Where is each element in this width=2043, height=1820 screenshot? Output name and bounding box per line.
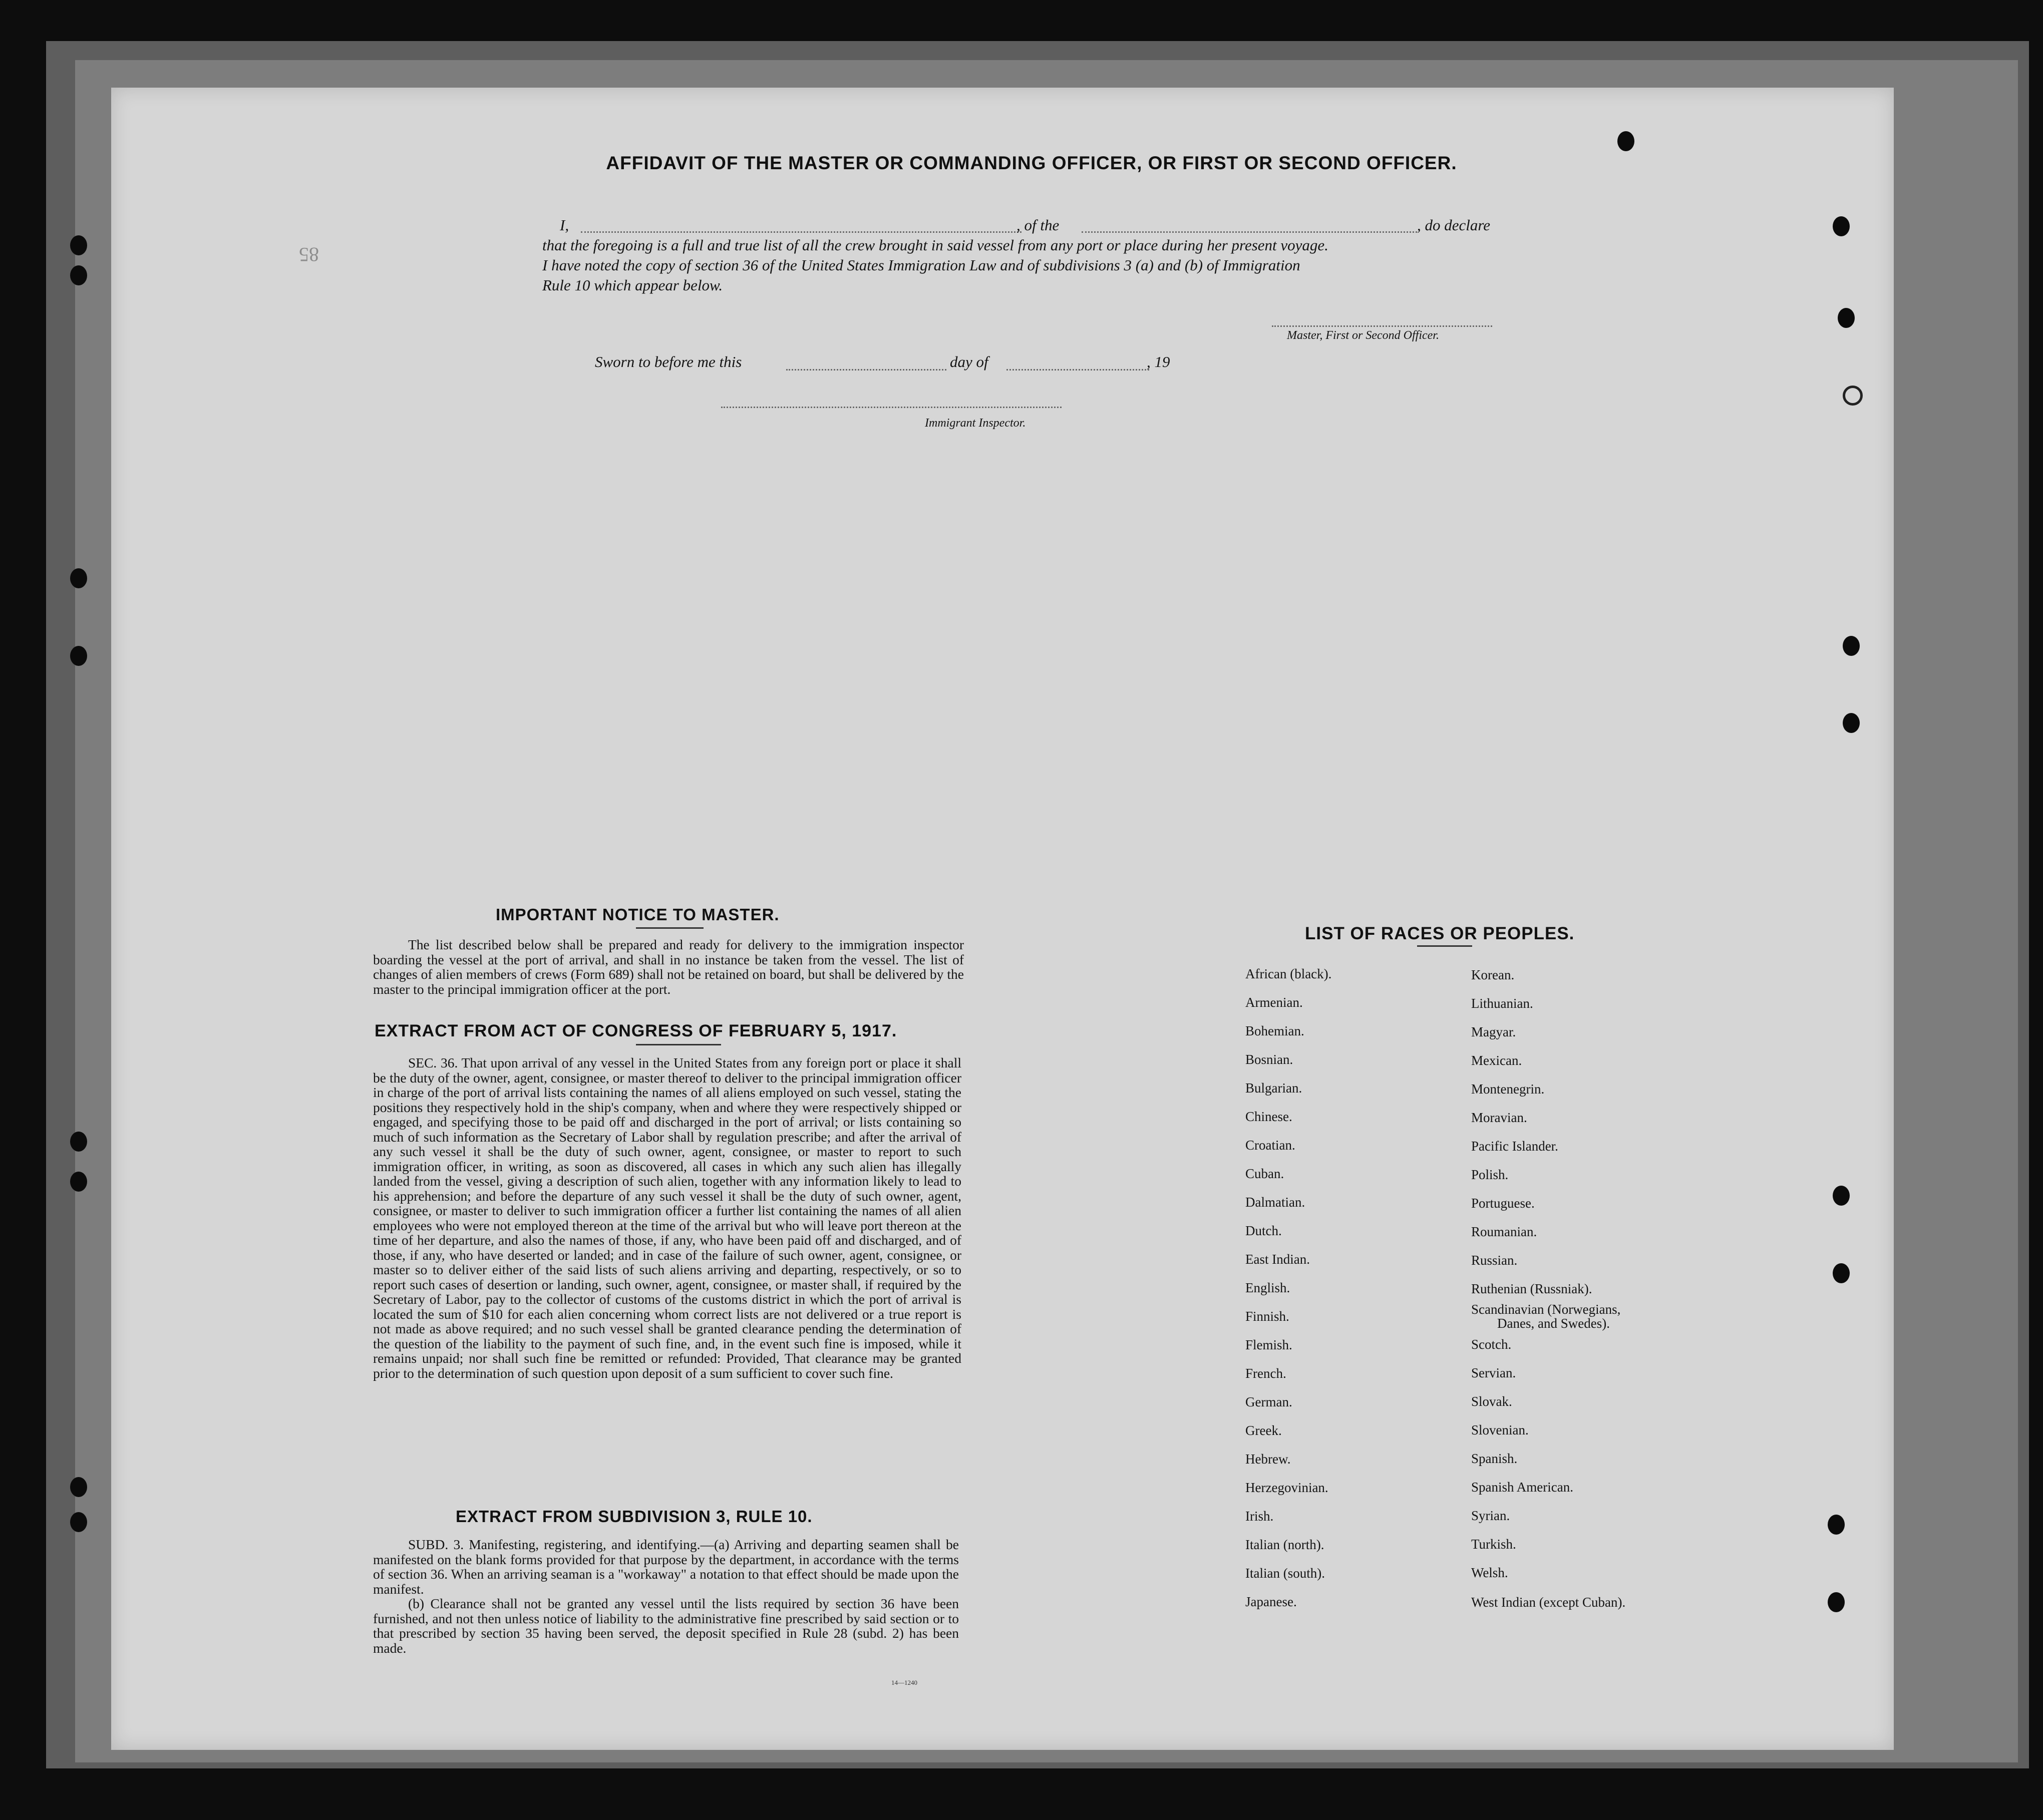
races-title-rule [1417,945,1472,947]
race-item: Magyar. [1471,1024,1516,1039]
race-item: Dutch. [1245,1223,1282,1238]
race-item: Armenian. [1245,995,1303,1010]
inspector-signature-line [721,407,1062,408]
document-sheet [111,88,1894,1750]
binder-hole-icon [1843,636,1860,656]
binder-hole-icon [1828,1515,1845,1535]
race-item: Slovak. [1471,1394,1512,1409]
race-item: Servian. [1471,1365,1516,1380]
rule-extract-body-b: (b) Clearance shall not be granted any vessel until the lists required by section 36 have been furnished, and not then unless notice of liability to the administrative fine prescribed by said section or to that prescribed by section 35 having been served, the deposit specified in Rule 28 (subd. 2) has been made. [373,1596,959,1656]
race-item: Montenegrin. [1471,1081,1545,1097]
race-item: Hebrew. [1245,1451,1291,1467]
year-text: , 19 [1147,353,1170,371]
day-of-text: day of [950,353,988,371]
race-item: Scandinavian (Norwegians, [1471,1302,1621,1317]
race-item: Danes, and Swedes). [1497,1316,1610,1331]
vessel-blank [1082,231,1417,233]
act-extract-title-rule [636,1044,721,1045]
affidavit-line-i: I, [560,216,569,234]
sworn-day-blank [786,369,946,371]
race-item: Finnish. [1245,1309,1289,1324]
race-item: Roumanian. [1471,1224,1537,1239]
binder-hole-icon [1828,1592,1845,1612]
binder-hole-icon [1843,713,1860,733]
race-item: Scotch. [1471,1337,1512,1352]
binder-hole-icon [1833,1263,1850,1283]
affidavit-title: AFFIDAVIT OF THE MASTER OR COMMANDING OFFICER, OR FIRST OR SECOND OFFICER. [606,153,1457,173]
race-item: African (black). [1245,966,1332,981]
rule-extract-body-a: SUBD. 3. Manifesting, registering, and identifying.—(a) Arriving and departing seamen shall be manifested on the blank forms provided for that purpose by the department, in accordance with the terms of section 36. When an arriving seaman is a "workaway" a notation to that effect should be made upon the manifest. [373,1537,959,1597]
race-item: Greek. [1245,1423,1282,1438]
race-item: Polish. [1471,1167,1509,1182]
binder-hole-icon [70,265,87,285]
race-item: Korean. [1471,967,1515,982]
binder-hole-icon [70,1512,87,1532]
race-item: Irish. [1245,1509,1274,1524]
binder-hole-icon [70,1172,87,1192]
race-item: West Indian (except Cuban). [1471,1595,1626,1610]
affidavit-line-2: that the foregoing is a full and true list of all the crew brought in said vessel from any port or place during her present voyage. [542,236,1328,254]
race-item: Slovenian. [1471,1422,1529,1437]
form-number: 14—1240 [891,1679,917,1686]
race-item: Flemish. [1245,1337,1292,1352]
race-item: Spanish American. [1471,1480,1573,1495]
act-extract-title: EXTRACT FROM ACT OF CONGRESS OF FEBRUARY 5, 1917. [375,1021,897,1040]
binder-hole-icon [1833,216,1850,236]
race-item: Herzegovinian. [1245,1480,1328,1495]
page-number: 85 [299,243,319,266]
race-item: French. [1245,1366,1286,1381]
inspector-signature-label: Immigrant Inspector. [925,417,1026,430]
rule-extract-title: EXTRACT FROM SUBDIVISION 3, RULE 10. [456,1507,813,1526]
binder-hole-icon [1843,386,1863,406]
race-item: Chinese. [1245,1109,1292,1124]
binder-hole-icon [70,235,87,255]
binder-hole-icon [1838,308,1855,328]
binder-hole-icon [1833,1186,1850,1206]
race-item: Pacific Islander. [1471,1139,1558,1154]
binder-hole-icon [70,568,87,588]
master-signature-line [1272,325,1492,327]
race-item: Bohemian. [1245,1023,1304,1038]
affidavit-line-of-the: , of the [1016,216,1060,234]
race-item: Syrian. [1471,1508,1510,1523]
race-item: Moravian. [1471,1110,1527,1125]
race-item: Spanish. [1471,1451,1518,1466]
sworn-text: Sworn to before me this [595,353,742,371]
race-item: English. [1245,1280,1290,1295]
race-item: Lithuanian. [1471,996,1533,1011]
affidavit-line-do-declare: , do declare [1417,216,1491,234]
race-item: Mexican. [1471,1053,1522,1068]
race-item: Russian. [1471,1253,1518,1268]
race-item: Turkish. [1471,1537,1516,1552]
binder-hole-icon [70,1477,87,1497]
race-item: Italian (south). [1245,1566,1325,1581]
race-item: German. [1245,1394,1292,1409]
master-signature-label: Master, First or Second Officer. [1287,329,1439,342]
race-item: Cuban. [1245,1166,1284,1181]
binder-hole-icon [1617,131,1634,151]
race-item: Portuguese. [1471,1196,1535,1211]
affidavit-line-4: Rule 10 which appear below. [542,276,723,294]
name-blank [581,231,1022,233]
race-item: Welsh. [1471,1565,1508,1580]
sworn-month-blank [1006,369,1149,371]
notice-title-rule [636,927,704,929]
race-item: Japanese. [1245,1594,1297,1609]
race-item: Dalmatian. [1245,1195,1305,1210]
race-item: Bulgarian. [1245,1080,1302,1096]
affidavit-line-3: I have noted the copy of section 36 of the United States Immigration Law and of subdivisions 3 (a) and (b) of Immigration [542,256,1300,274]
race-item: Croatian. [1245,1138,1295,1153]
race-item: Ruthenian (Russniak). [1471,1281,1592,1296]
notice-body: The list described below shall be prepared and ready for delivery to the immigration inspector boarding the vessel at the port of arrival, and shall in no instance be taken from the vessel. The list of changes of alien members of crews (Form 689) shall not be retained on board, but shall be delivered by the master to the principal immigration officer at the port. [373,937,964,997]
binder-hole-icon [70,646,87,666]
act-extract-body: SEC. 36. That upon arrival of any vessel in the United States from any foreign port or place it shall be the duty of the owner, agent, consignee, or master thereof to deliver to the principal immigration officer in charge of the port of arrival lists containing the names of all aliens employed on such vessel, stating the positions they respectively hold in the ship's company, when and where they were respectively shipped or engaged, and specifying those to be paid off and discharged in the port of arrival; or lists containing so much of such information as the Secretary of Labor shall by regulation prescribe; and after the arrival of any such vessel it shall be the duty of such owner, agent, consignee, or master to report to such immigration officer, in writing, as soon as discovered, all cases in which any such alien has illegally landed from the vessel, giving a description of such alien, together with any information likely to lead to his apprehension; and before the departure of any such vessel it shall be the duty of such owner, agent, consignee, or master to deliver to such immigration officer a further list containing the names of all alien employees who were not employed thereon at the time of the arrival but who will leave port thereon at the time of her departure, and also the names of those, if any, who have been paid off and discharged, and of those, if any, who have deserted or landed; and in case of the failure of such owner, agent, consignee, or master so to deliver either of the said lists of such aliens arriving and departing, respectively, or so to report such cases of desertion or landing, such owner, agent, consignee, or master shall, if required by the Secretary of Labor, pay to the collector of customs of the customs district in which the port of arrival is located the sum of $10 for each alien concerning whom correct lists are not delivered or a true report is not made as above required; and no such vessel shall be granted clearance pending the determination of the question of the liability to the payment of such fine, and, in the event such fine is imposed, while it remains unpaid; nor shall such fine be remitted or refunded: Provided, That clearance may be granted prior to the determination of such question upon deposit of a sum sufficient to cover such fine. [373,1055,961,1381]
race-item: East Indian. [1245,1252,1310,1267]
races-title: LIST OF RACES OR PEOPLES. [1305,924,1575,943]
binder-hole-icon [70,1132,87,1152]
race-item: Bosnian. [1245,1052,1293,1067]
race-item: Italian (north). [1245,1537,1324,1552]
notice-title: IMPORTANT NOTICE TO MASTER. [496,905,780,924]
